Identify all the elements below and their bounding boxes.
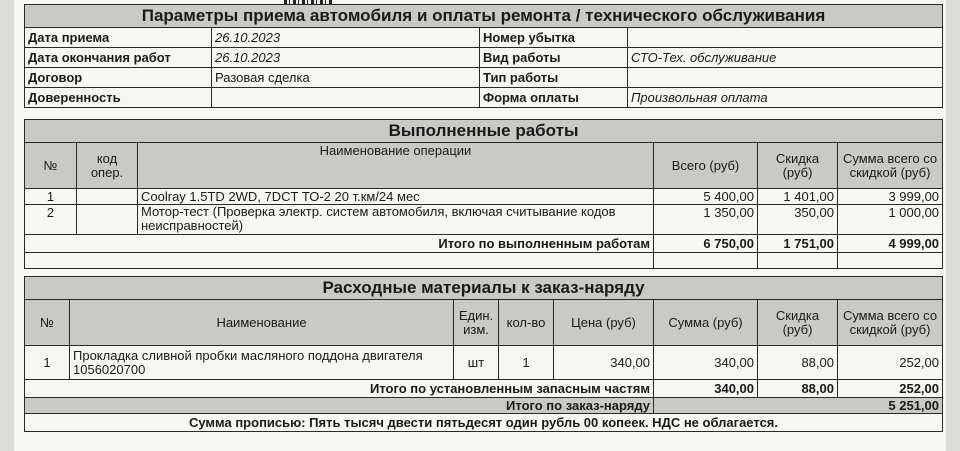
document-page — [14, 0, 946, 451]
order-total-value: 5 251,00 — [654, 398, 943, 414]
amount-in-words: Сумма прописью: Пять тысяч двести пятьдесят один рубль 00 копеек. НДС не облагается. — [25, 414, 943, 432]
order-total-label: Итого по заказ-наряду — [25, 398, 654, 414]
works-title: Выполненные работы — [25, 120, 943, 143]
param-label: Форма оплаты — [480, 88, 628, 108]
work-total: 5 400,00 — [654, 189, 758, 205]
work-total: 1 350,00 — [654, 205, 758, 235]
work-sum: 3 999,00 — [838, 189, 943, 205]
param-label: Вид работы — [480, 48, 628, 68]
col-header-sum: Сумма всего со скидкой (руб) — [838, 300, 943, 346]
empty-cell — [654, 253, 758, 269]
param-label: Номер убытка — [480, 28, 628, 48]
col-header-no: № — [25, 300, 70, 346]
material-qty: 1 — [499, 346, 554, 380]
col-header-name: Наименование — [70, 300, 454, 346]
works-total-total: 6 750,00 — [654, 235, 758, 253]
work-discount: 1 401,00 — [758, 189, 838, 205]
material-name: Прокладка сливной пробки масляного поддона двигателя 1056020700 — [70, 346, 454, 380]
parameters-table — [24, 4, 943, 108]
param-value — [628, 68, 943, 88]
works-total-discount: 1 751,00 — [758, 235, 838, 253]
work-no: 2 — [25, 205, 77, 235]
col-header-discount: Скидка (руб) — [758, 143, 838, 189]
col-header-qty: кол-во — [499, 300, 554, 346]
col-header-sum: Сумма всего со скидкой (руб) — [838, 143, 943, 189]
materials-total-sum: 252,00 — [838, 380, 943, 398]
material-no: 1 — [25, 346, 70, 380]
work-sum: 1 000,00 — [838, 205, 943, 235]
work-code — [77, 189, 138, 205]
materials-total-discount: 88,00 — [758, 380, 838, 398]
col-header-amount: Сумма (руб) — [654, 300, 758, 346]
param-label: Дата приема — [25, 28, 212, 48]
col-header-price: Цена (руб) — [554, 300, 654, 346]
col-header-code: код опер. — [77, 143, 138, 189]
param-label: Тип работы — [480, 68, 628, 88]
materials-title: Расходные материалы к заказ-наряду — [25, 277, 943, 300]
work-discount: 350,00 — [758, 205, 838, 235]
work-name: Мотор-тест (Проверка электр. систем автомобиля, включая считывание кодов неисправностей) — [138, 205, 654, 235]
material-unit: шт — [454, 346, 499, 380]
work-name: Coolray 1.5TD 2WD, 7DCT ТО-2 20 т.км/24 мес — [138, 189, 654, 205]
material-sum: 252,00 — [838, 346, 943, 380]
works-total-sum: 4 999,00 — [838, 235, 943, 253]
param-label: Дата окончания работ — [25, 48, 212, 68]
works-total-label: Итого по выполненным работам — [25, 235, 654, 253]
col-header-name: Наименование операции — [138, 143, 654, 189]
col-header-discount: Скидка (руб) — [758, 300, 838, 346]
param-value: Разовая сделка — [212, 68, 480, 88]
parameters-title: Параметры приема автомобиля и оплаты ремонта / технического обслуживания — [25, 5, 943, 28]
param-value: 26.10.2023 — [212, 28, 480, 48]
param-label: Доверенность — [25, 88, 212, 108]
materials-total-label: Итого по установленным запасным частям — [25, 380, 654, 398]
param-label: Договор — [25, 68, 212, 88]
materials-total-amount: 340,00 — [654, 380, 758, 398]
col-header-unit: Един. изм. — [454, 300, 499, 346]
materials-table — [24, 276, 943, 432]
work-code — [77, 205, 138, 235]
material-amount: 340,00 — [654, 346, 758, 380]
empty-cell — [838, 253, 943, 269]
col-header-total: Всего (руб) — [654, 143, 758, 189]
empty-cell — [758, 253, 838, 269]
empty-row — [25, 253, 654, 269]
param-value — [212, 88, 480, 108]
material-price: 340,00 — [554, 346, 654, 380]
param-value — [628, 28, 943, 48]
works-table — [24, 119, 943, 269]
col-header-no: № — [25, 143, 77, 189]
param-value: СТО-Тех. обслуживание — [628, 48, 943, 68]
material-discount: 88,00 — [758, 346, 838, 380]
work-no: 1 — [25, 189, 77, 205]
param-value: 26.10.2023 — [212, 48, 480, 68]
param-value: Произвольная оплата — [628, 88, 943, 108]
